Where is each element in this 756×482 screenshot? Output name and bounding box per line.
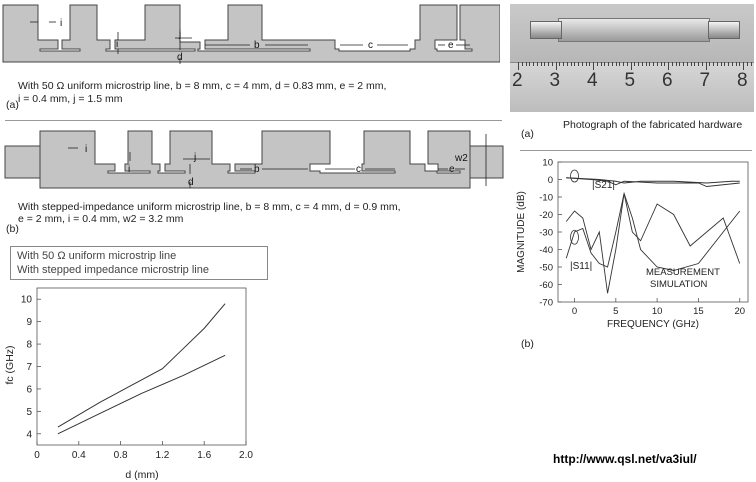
figure-tag-photo: (a) <box>521 128 534 140</box>
ruler-tick <box>672 62 673 66</box>
ruler-tick <box>608 62 609 66</box>
ruler-tick <box>687 62 688 66</box>
y-tick-label: 8 <box>26 339 32 351</box>
figure-tag-b: (b) <box>6 223 19 235</box>
simulation-label: SIMULATION <box>650 279 708 290</box>
ruler-number: 5 <box>624 70 636 91</box>
ruler-tick <box>646 62 647 66</box>
x-tick-label-s: 20 <box>734 306 746 317</box>
y-tick-label: 9 <box>26 317 32 329</box>
label-b-i: i <box>85 144 88 155</box>
ruler-number: 3 <box>549 70 561 91</box>
y-axis-label-s: MAGNITUDE (dB) <box>516 191 527 273</box>
ruler-tick <box>724 62 725 66</box>
ruler-tick <box>751 62 752 66</box>
ruler-tick <box>713 62 714 66</box>
ruler-tick <box>537 62 538 66</box>
ruler-tick <box>679 62 680 66</box>
ruler-number: 8 <box>737 70 748 91</box>
ruler-tick <box>642 62 643 66</box>
y-tick-label-s: -70 <box>539 297 553 309</box>
ruler-tick <box>556 62 557 70</box>
ruler-tick <box>518 62 519 70</box>
ruler-tick <box>709 62 710 66</box>
y-tick-label: 10 <box>20 294 32 306</box>
caption-a-line1: With 50 Ω uniform microstrip line, b = 8 mm, c = 4 mm, d = 0.83 mm, e = 2 mm, <box>18 80 387 92</box>
y-tick-label-s: -50 <box>539 262 553 274</box>
ruler-ticks <box>510 62 754 112</box>
label-a-d: d <box>177 52 183 63</box>
y-tick-label: 6 <box>26 384 32 396</box>
ruler-tick <box>653 62 654 66</box>
y-axis-label: fc (GHz) <box>4 345 16 385</box>
chart-legend <box>10 246 268 280</box>
ruler-tick <box>586 62 587 66</box>
photo-caption: Photograph of the fabricated hardware <box>563 119 743 131</box>
ruler-tick <box>559 62 560 66</box>
ruler-tick <box>728 62 729 66</box>
ruler-number: 4 <box>587 70 598 91</box>
x-tick-label: 0.4 <box>71 450 86 461</box>
y-tick-label-s: -40 <box>539 245 553 256</box>
ruler-tick <box>657 62 658 66</box>
ruler-tick <box>548 62 549 66</box>
ruler-tick <box>683 62 684 66</box>
divider-right <box>520 150 752 151</box>
ruler-tick <box>593 62 594 70</box>
layout-a <box>0 0 500 64</box>
ruler-tick <box>601 62 602 66</box>
ruler-tick <box>638 62 639 66</box>
x-axis-label: d (mm) <box>125 469 159 481</box>
ruler-tick <box>631 62 632 70</box>
figure-tag-s: (b) <box>521 338 534 350</box>
ruler-tick <box>567 62 568 66</box>
ruler-tick <box>616 62 617 66</box>
divider-left <box>5 120 502 121</box>
x-tick-label: 1.6 <box>197 450 212 461</box>
y-tick-label-s: 0 <box>547 175 553 186</box>
ruler-number: 2 <box>512 70 523 91</box>
ruler-tick <box>676 62 677 66</box>
ruler-tick <box>604 62 605 66</box>
x-tick-label: 0 <box>34 450 40 461</box>
ruler-tick <box>721 62 722 66</box>
ruler-tick <box>571 62 572 66</box>
ruler-tick <box>544 62 545 66</box>
ruler-tick <box>627 62 628 66</box>
ruler-tick <box>522 62 523 66</box>
y-tick-label-s: -20 <box>539 210 553 221</box>
ruler-tick <box>702 62 703 66</box>
ruler-tick <box>533 62 534 66</box>
y-tick-label: 7 <box>26 362 32 373</box>
ruler-tick <box>691 62 692 66</box>
label-b-e: e <box>449 164 455 175</box>
chart-fc-vs-d <box>0 285 270 482</box>
y-tick-label-s: -30 <box>539 227 553 239</box>
source-url[interactable]: http://www.qsl.net/va3iul/ <box>553 452 697 466</box>
label-b-w2: w2 <box>455 153 468 164</box>
ruler-tick <box>589 62 590 66</box>
label-b-i2: i <box>128 164 131 175</box>
ruler-tick <box>552 62 553 66</box>
ruler-tick <box>526 62 527 66</box>
label-a-j: j <box>179 29 182 40</box>
y-tick-label-s: 10 <box>542 157 553 169</box>
y-tick-label: 5 <box>26 406 32 418</box>
ruler-tick <box>582 62 583 66</box>
connector-left <box>530 21 562 39</box>
ruler-tick <box>578 62 579 66</box>
x-tick-label-s: 0 <box>571 306 578 317</box>
ruler-tick <box>634 62 635 66</box>
ruler-tick <box>563 62 564 66</box>
label-b-c: c <box>356 164 361 175</box>
x-tick-label: 0.8 <box>113 450 128 461</box>
ruler-tick <box>698 62 699 66</box>
y-tick-label-s: -60 <box>539 280 553 291</box>
ruler-tick <box>739 62 740 66</box>
fc-series-line-1 <box>58 304 225 427</box>
ruler-tick <box>694 62 695 66</box>
y-tick-label-s: -10 <box>539 192 553 204</box>
ruler-tick <box>706 62 707 70</box>
x-tick-label-s: 15 <box>693 306 704 317</box>
ruler-tick <box>661 62 662 66</box>
label-b-b: b <box>254 164 260 175</box>
caption-a-line2: i = 0.4 mm, j = 1.5 mm <box>18 93 123 105</box>
ruler-tick <box>664 62 665 66</box>
ruler-tick <box>541 62 542 66</box>
ruler-tick <box>743 62 744 70</box>
x-tick-label: 2.0 <box>239 450 253 461</box>
x-axis-label-s: FREQUENCY (GHz) <box>606 319 700 330</box>
legend-entry-uniform: With 50 Ω uniform microstrip line <box>17 250 177 262</box>
s-series-line-4 <box>566 194 739 271</box>
ruler-tick <box>732 62 733 66</box>
label-a-b: b <box>254 40 260 51</box>
figure-tag-a: (a) <box>6 99 19 111</box>
s21-marker-ellipse <box>571 170 579 182</box>
layout-b <box>0 126 505 191</box>
ruler-tick <box>529 62 530 66</box>
hardware-photo <box>510 4 754 112</box>
s11-label: |S11| <box>570 261 593 272</box>
caption-b-line2: e = 2 mm, i = 0.4 mm, w2 = 3.2 mm <box>18 213 184 225</box>
measurement-label: MEASUREMENT <box>646 267 720 278</box>
label-a-i2: i <box>116 39 119 50</box>
label-b-d: d <box>188 177 194 188</box>
x-tick-label: 1.2 <box>155 450 170 461</box>
ruler-tick <box>747 62 748 66</box>
connector-right <box>708 21 740 39</box>
x-tick-label-s: 5 <box>613 306 619 317</box>
caption-b-line1: With stepped-impedance uniform microstrip line, b = 8 mm, c = 4 mm, d = 0.9 mm, <box>18 201 401 213</box>
ruler-tick <box>612 62 613 66</box>
ruler-tick <box>619 62 620 66</box>
chart-s-parameters <box>510 152 756 362</box>
filter-board <box>558 18 710 42</box>
label-a-i: i <box>60 18 63 29</box>
label-b-j: j <box>194 152 197 163</box>
label-a-e: e <box>448 40 454 51</box>
x-tick-label-s: 10 <box>651 306 663 317</box>
ruler-tick <box>736 62 737 66</box>
ruler-number: 6 <box>662 70 673 91</box>
ruler-tick <box>597 62 598 66</box>
ruler-tick <box>668 62 669 70</box>
ruler-tick <box>574 62 575 66</box>
s21-label: |S21| <box>592 180 615 191</box>
y-tick-label: 4 <box>26 429 32 441</box>
ruler-tick <box>623 62 624 66</box>
legend-entry-stepped: With stepped impedance microstrip line <box>17 264 209 276</box>
label-a-c: c <box>368 40 373 51</box>
fc-series-line-2 <box>58 355 225 434</box>
ruler-tick <box>649 62 650 66</box>
ruler-tick <box>717 62 718 66</box>
ruler-number: 7 <box>699 70 711 91</box>
